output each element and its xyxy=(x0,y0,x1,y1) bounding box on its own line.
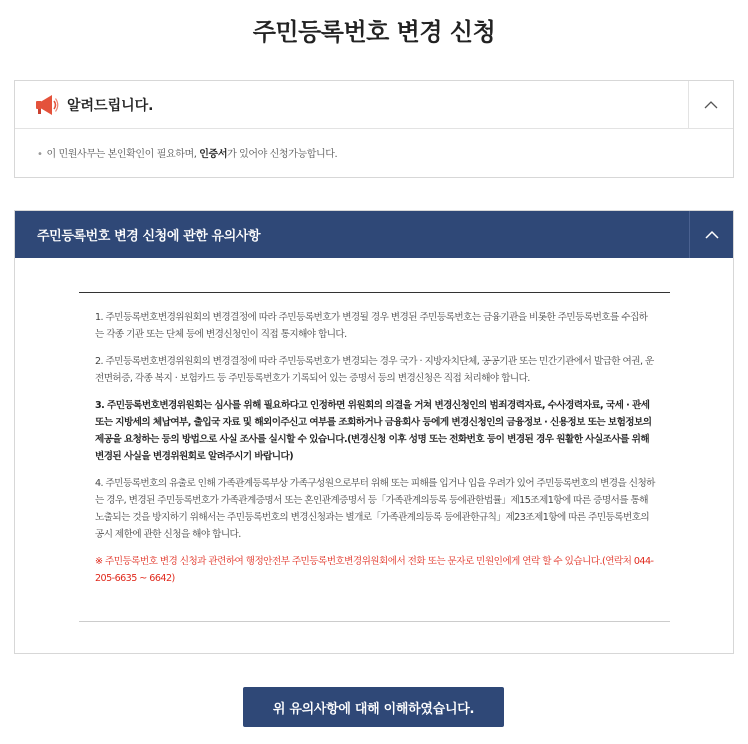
caution-header xyxy=(15,211,733,258)
caution-item-4: 4. 주민등록번호의 유출로 인해 가족관계등록부상 가족구성원으로부터 위해 또는 피해를 입거나 입을 우려가 있어 주민등록번호의 변경을 신청하는 경우, 변경된 주민등록번호가 가족관계증명서 또는 혼인관계증명서 등「가족관계의등록 등에관한법률」제15조제1항에 따른 증명서를 통해 노출되는 것을 방지하기 위해서는 주민등록번호의 변경신청과는 별개로「가족관계의등록 등에관한규칙」제23조제1항에 따른 주민등록번호의 공시 제한에 관한 신청을 해야 합니다. xyxy=(95,478,655,540)
notice-text-before: 이 민원사무는 본인확인이 필요하며, xyxy=(46,149,200,160)
notice-collapse-toggle[interactable] xyxy=(688,81,733,128)
page-title: 주민등록번호 변경 신청 xyxy=(252,18,496,46)
megaphone-icon xyxy=(33,92,59,118)
chevron-up-icon xyxy=(705,225,719,244)
notice-text-bold: 인증서 xyxy=(199,149,228,160)
confirm-understood-button[interactable]: 위 유의사항에 대해 이해하였습니다. xyxy=(243,687,504,727)
notice-title: 알려드립니다. xyxy=(67,97,154,114)
caution-content xyxy=(79,292,670,622)
notice-text-after: 가 있어야 신청가능합니다. xyxy=(227,149,338,160)
caution-item-1: 1. 주민등록번호변경위원회의 변경결정에 따라 주민등록번호가 변경될 경우 변경된 주민등록번호는 금융기관을 비롯한 주민등록번호를 수집하는 각종 기관 또는 단체 등에 변경신청인이 직접 통지해야 합니다. xyxy=(95,312,648,340)
caution-collapse-toggle[interactable] xyxy=(689,211,733,258)
chevron-up-icon xyxy=(704,95,718,114)
notice-message xyxy=(15,129,733,160)
caution-title: 주민등록번호 변경 신청에 관한 유의사항 xyxy=(37,229,261,244)
notice-header xyxy=(15,81,733,129)
caution-contact-note: ※ 주민등록번호 변경 신청과 관련하여 행정안전부 주민등록번호변경위원회에서 전화 또는 문자로 민원인에게 연락 할 수 있습니다.(연락처 044-205-6635 ~ 6642) xyxy=(95,556,654,584)
bullet-dot: • xyxy=(37,149,43,160)
caution-item-2: 2. 주민등록번호변경위원회의 변경결정에 따라 주민등록번호가 변경되는 경우 국가 · 지방자치단체, 공공기관 또는 민간기관에서 발급한 여권, 운전면허증, 각종 복지 · 보험카드 등 주민등록번호가 기록되어 있는 증명서 등의 변경신청은 직접 처리해야 합니다. xyxy=(95,356,654,384)
notice-panel xyxy=(14,80,734,178)
caution-item-3: 3. 주민등록번호변경위원회는 심사를 위해 필요하다고 인정하면 위원회의 의결을 거쳐 변경신청인의 범죄경력자료, 수사경력자료, 국세 · 관세 또는 지방세의 체납여부, 출입국 자료 및 해외이주신고 여부를 조회하거나 금융회사 등에게 변경신청인의 금융정보 · 신용정보 또는 보험정보의 제공을 요청하는 등의 방법으로 사실 조사를 실시할 수 있습니다.(변경신청 이후 성명 또는 전화번호 등이 변경된 경우 원활한 사실조사를 위해 변경된 사실을 변경위원회로 알려주시기 바랍니다) xyxy=(95,400,652,462)
caution-panel xyxy=(14,210,734,654)
